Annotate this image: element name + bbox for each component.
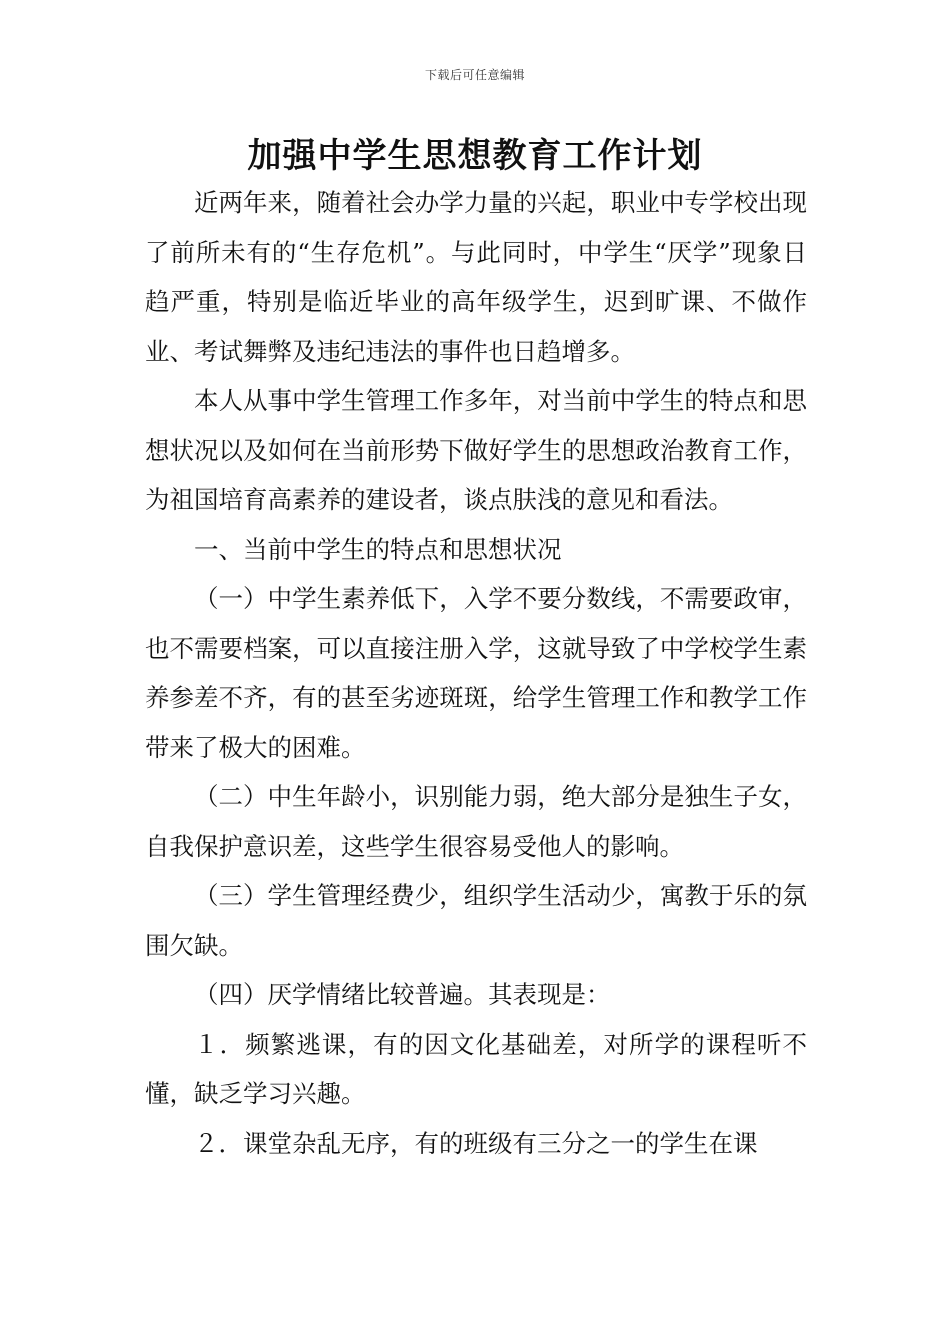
- page-header-note: 下载后可任意编辑: [424, 68, 525, 82]
- list-item: ２．课堂杂乱无序，有的班级有三分之一的学生在课: [194, 1128, 758, 1158]
- paragraph: 本人从事中学生管理工作多年，对当前中学生的特点和思想状况以及如何在当前形势下做好学生的思想政治教育工作，为祖国培育高素养的建设者，谈点肤浅的意见和看法。: [145, 386, 807, 514]
- section-heading: 一、当前中学生的特点和思想状况: [194, 534, 562, 564]
- document-title: 加强中学生思想教育工作计划: [247, 136, 703, 176]
- paragraph: （二）中生年龄小，识别能力弱，绝大部分是独生子女，自我保护意识差，这些学生很容易受他人的影响。: [145, 782, 807, 861]
- paragraph: （一）中学生素养低下，入学不要分数线，不需要政审，也不需要档案，可以直接注册入学，这就导致了中学校学生素养参差不齐，有的甚至劣迹斑斑，给学生管理工作和教学工作带来了极大的困难。: [145, 584, 807, 762]
- paragraph: （四）厌学情绪比较普遍。其表现是：: [194, 980, 611, 1009]
- list-item: １．频繁逃课，有的因文化基础差，对所学的课程听不懂，缺乏学习兴趣。: [145, 1029, 807, 1108]
- paragraph: （三）学生管理经费少，组织学生活动少，寓教于乐的氛围欠缺。: [145, 881, 807, 960]
- document-body: [145, 178, 807, 1168]
- paragraph: 近两年来，随着社会办学力量的兴起，职业中专学校出现了前所未有的“生存危机”。与此同时，中学生“厌学”现象日趋严重，特别是临近毕业的高年级学生，迟到旷课、不做作业、考试舞弊及违纪违法的事件也日趋增多。: [145, 188, 807, 366]
